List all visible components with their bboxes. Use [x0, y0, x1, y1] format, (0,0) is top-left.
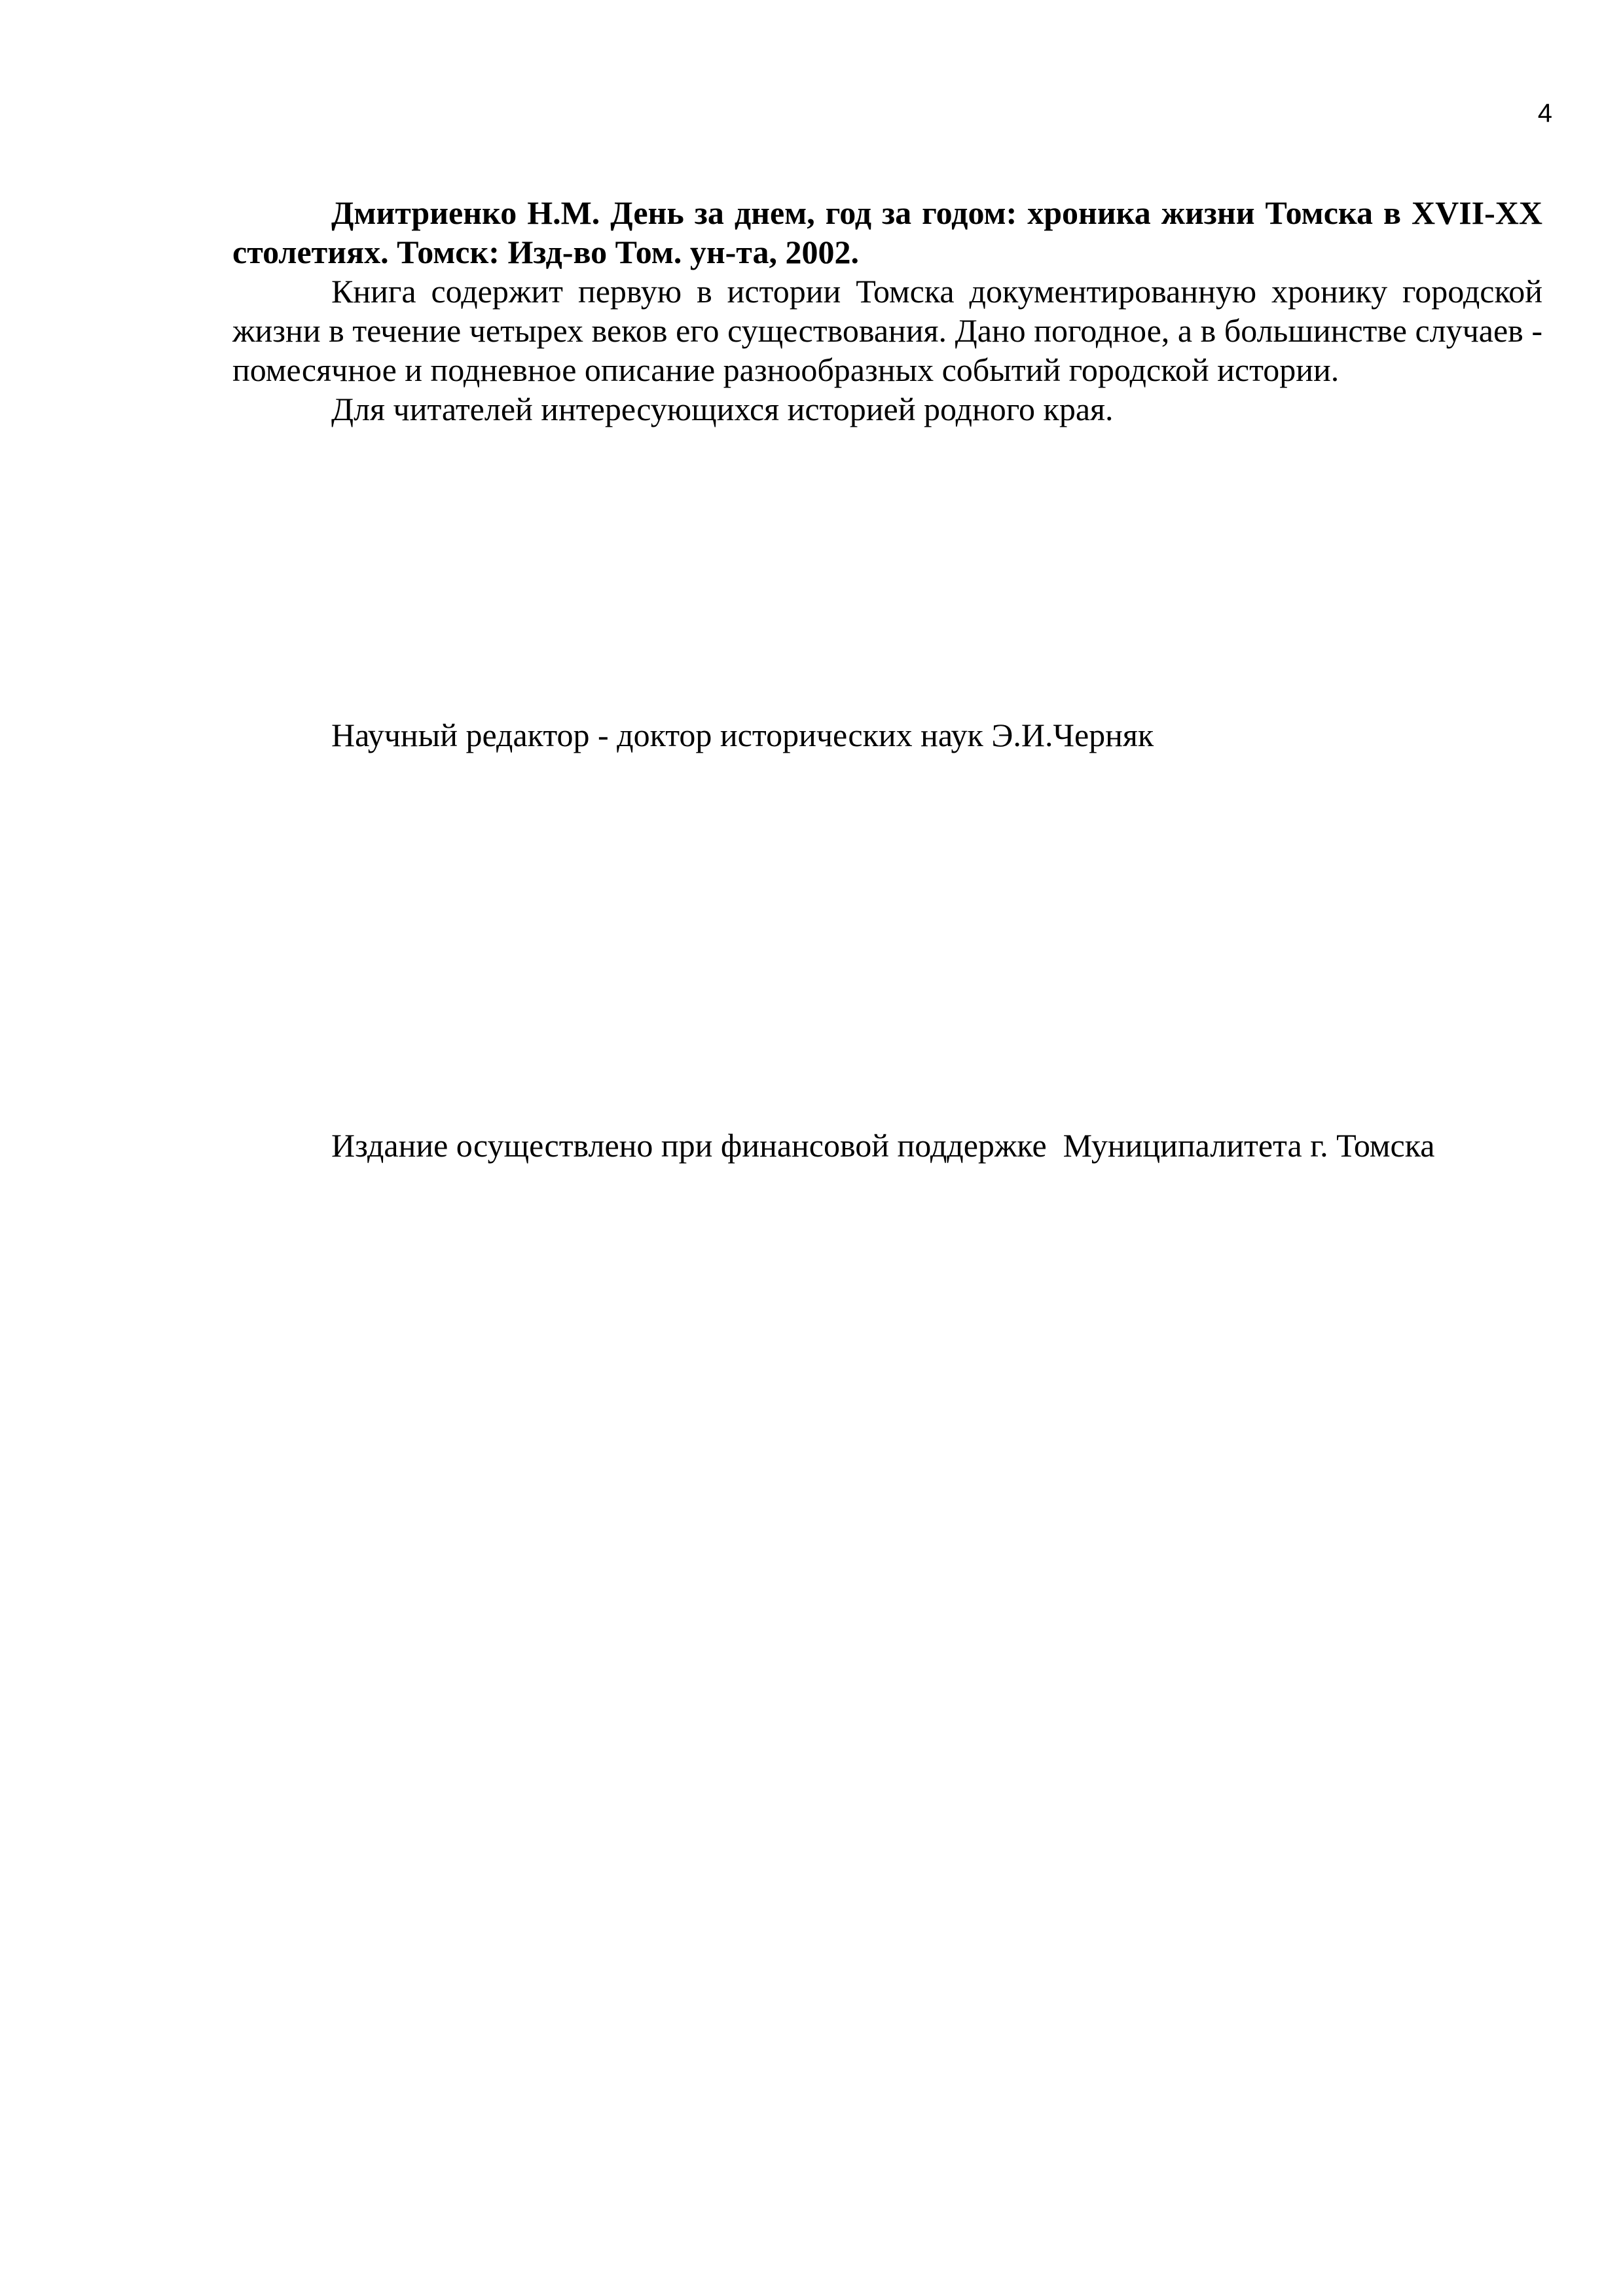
- book-citation-title: Дмитриенко Н.М. День за днем, год за годом: хроника жизни Томска в XVII-XX столетиях. Томск: Изд-во Том. ун-та, 2002.: [232, 194, 1542, 270]
- scientific-editor: Научный редактор - доктор исторических наук Э.И.Черняк: [331, 717, 1154, 753]
- bibliographic-annotation: [232, 193, 1542, 429]
- funding-note: Издание осуществлено при финансовой поддержке Муниципалитета г. Томска: [331, 1127, 1435, 1164]
- book-description: Книга содержит первую в истории Томска документированную хронику городской жизни в течение четырех веков его существования. Дано погодное, а в большинстве случаев - помесячное и подневное описание разнообразных событий городской истории.: [232, 273, 1542, 388]
- target-audience: Для читателей интересующихся историей родного края.: [331, 391, 1114, 427]
- page-number: 4: [1537, 99, 1552, 128]
